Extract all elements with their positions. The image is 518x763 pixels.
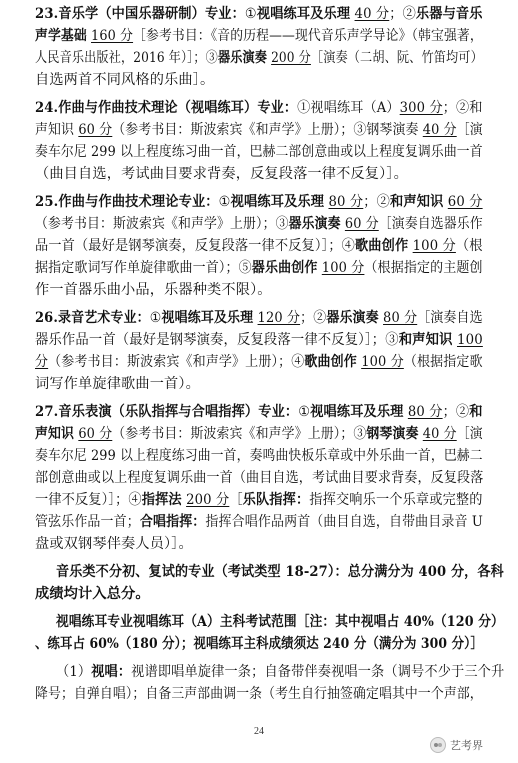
bold-term: 合唱指挥：: [139, 514, 206, 530]
text-line: [35, 468, 518, 488]
bold-term: 乐器与音乐: [415, 6, 483, 22]
score-value: 300 分: [399, 100, 443, 116]
text-line-content: [35, 280, 272, 300]
text-line-content: [35, 468, 483, 488]
bold-term: 视唱练耳及乐理: [256, 6, 351, 22]
score-value: 40 分: [422, 122, 457, 138]
text-line-content: [35, 374, 200, 394]
text-run: ［参考书目：《音的历程——现代音乐声学导论》（韩宝强著，: [133, 28, 483, 44]
text-run: 声知识: [35, 122, 79, 138]
score-value: 40 分: [354, 6, 390, 22]
text-line-content: [35, 142, 483, 162]
text-line-content: [35, 584, 150, 604]
bold-term: 视唱练耳及乐理: [230, 194, 325, 210]
text-run: ①: [149, 310, 162, 326]
text-run: 品一首（最好是钢琴演奏，反复段落一律不反复）］；④: [35, 238, 355, 254]
text-line: [35, 684, 518, 704]
bold-term: 26.录音艺术专业：: [35, 310, 150, 326]
text-run: ［演: [456, 122, 483, 138]
score-value: 60 分: [78, 426, 113, 442]
score-value: 80 分: [407, 404, 443, 420]
bold-term: 25.作曲与作曲技术理论专业：: [35, 194, 219, 210]
text-line-content: [35, 164, 408, 184]
text-line-content: [35, 424, 483, 444]
watermark-text: 艺考界: [450, 739, 483, 752]
text-run: （曲目自选，考试曲目要求背奏，反复段落一律不反复）］。: [35, 166, 408, 182]
text-line-content: [35, 634, 483, 654]
text-run: （参考书目：斯波索宾《和声学》上册）；③: [112, 426, 367, 442]
text-line-content: [56, 562, 504, 582]
text-line-content: [35, 98, 483, 118]
score-value: 120 分: [257, 310, 301, 326]
text-run: 指挥合唱作品两首（曲目自选，自带曲目录音 U: [205, 514, 483, 530]
text-run: 词写作单旋律歌曲一首）。: [35, 376, 200, 392]
text-line: [35, 374, 518, 394]
score-value: 160 分: [91, 28, 134, 44]
text-line-content: [35, 330, 483, 350]
text-run: ［演奏（二胡、阮、竹笛均可）: [310, 50, 483, 66]
bold-term: 歌曲创作: [354, 238, 409, 254]
bold-term: 和声知识: [398, 332, 453, 348]
text-line: [35, 352, 518, 372]
text-line-content: [35, 534, 193, 554]
text-line: [35, 534, 518, 554]
score-value: 100 分: [321, 260, 365, 276]
watermark: [430, 737, 483, 753]
bold-term: 乐队指挥：: [242, 492, 310, 508]
text-run: ①: [298, 404, 311, 420]
text-line: [35, 98, 518, 118]
text-line: [56, 562, 518, 582]
text-line-content: [35, 446, 483, 466]
bold-term: 视唱练耳及乐理: [310, 404, 404, 420]
text-run: ［: [229, 492, 243, 508]
bold-term: 器乐演奏: [217, 50, 268, 66]
text-line: [35, 142, 518, 162]
text-line: [35, 164, 518, 184]
text-line: [35, 446, 518, 466]
text-line-content: [35, 684, 483, 704]
text-line-content: [35, 402, 483, 422]
text-run: 人民音乐出版社，2016 年）］；③: [35, 50, 218, 66]
text-run: 据指定歌词写作单旋律歌曲一首）；⑤: [35, 260, 252, 276]
text-run: ［演奏自选器乐作: [378, 216, 483, 232]
text-run: （1）: [56, 664, 92, 680]
score-value: 60 分: [344, 216, 379, 232]
text-run: （根据指定的主题创: [364, 260, 483, 276]
text-run: ①视唱练耳（A）: [297, 100, 400, 116]
text-line-content: [35, 512, 483, 532]
text-run: （根据指定歌: [403, 354, 483, 370]
score-value: 60 分: [78, 122, 113, 138]
text-run: （参考书目：斯波索宾《和声学》上册）；④: [48, 354, 305, 370]
text-run: 奏车尔尼 299 以上程度练习曲一首，巴赫二部创意曲或以上程度复调乐曲一首: [35, 144, 483, 160]
score-value: 200 分: [271, 50, 311, 66]
text-line-content: [35, 214, 483, 234]
text-line: [35, 308, 518, 328]
text-run: 作一首器乐曲小品，乐器种类不限）。: [35, 282, 272, 298]
text-line-content: [35, 352, 483, 372]
text-run: 降号；自弹自唱）；自备三声部曲调一条（考生自行抽签确定唱其中一个声部，: [35, 686, 483, 702]
text-line-content: [56, 612, 504, 632]
text-run: ①: [244, 6, 257, 22]
bold-term: 钢琴演奏: [366, 426, 419, 442]
bold-term: 24.作曲与作曲技术理论（视唱练耳）专业：: [35, 100, 298, 116]
text-line: [35, 634, 518, 654]
score-value: 100 分: [361, 354, 404, 370]
text-run: 管弦乐作品一首；: [35, 514, 140, 530]
text-line-content: [35, 70, 214, 90]
text-line: [35, 4, 518, 24]
text-run: ；②: [442, 404, 470, 420]
bold-term: 音乐类不分初、复试的专业（考试类型 18-27）：总分满分为 400 分，各科: [56, 564, 504, 580]
bold-term: 器乐演奏: [288, 216, 341, 232]
bold-term: 指挥法: [141, 492, 182, 508]
text-line-content: [35, 236, 483, 256]
text-run: ；②: [389, 6, 416, 22]
score-value: 80 分: [328, 194, 364, 210]
bold-term: 和: [469, 404, 483, 420]
text-run: ；②和: [442, 100, 483, 116]
text-run: ［演奏自选: [417, 310, 483, 326]
text-line: [35, 402, 518, 422]
bold-term: 视唱练耳专业视唱练耳（A）主科考试范围［注：其中视唱占 40%（120 分）: [56, 614, 504, 630]
bold-term: 器乐演奏: [326, 310, 379, 326]
text-run: ①: [218, 194, 231, 210]
bold-term: 和声知识: [390, 194, 444, 210]
text-run: ［演: [456, 426, 483, 442]
text-line-content: [35, 26, 483, 46]
text-run: ；②: [300, 310, 327, 326]
text-run: （参考书目：斯波索宾《和声学》上册）；③钢琴演奏: [112, 122, 423, 138]
text-run: ；②: [363, 194, 391, 210]
text-line-content: [35, 308, 483, 328]
bold-term: 视唱：: [91, 664, 132, 680]
text-run: 视谱即唱单旋律一条；自备带伴奏视唱一条（调号不少于三个升: [131, 664, 505, 680]
text-line: [35, 584, 518, 604]
text-line: [35, 26, 518, 46]
text-run: 一律不反复）］；④: [35, 492, 142, 508]
text-run: （根: [455, 238, 483, 254]
text-line: [35, 424, 518, 444]
bold-term: 声知识: [35, 426, 75, 442]
text-line-content: [35, 4, 483, 24]
text-run: 部创意曲或以上程度复调乐曲一首（曲目自选，考试曲目要求背奏，反复段落: [35, 470, 484, 486]
score-value: 100 分: [412, 238, 456, 254]
text-line-content: [56, 662, 504, 682]
text-run: 盘或双钢琴伴奏人员）］。: [35, 536, 193, 552]
text-line: [56, 612, 518, 632]
bold-term: 声学基础: [35, 28, 87, 44]
text-run: 器乐作品一首（最好是钢琴演奏，反复段落一律不反复）］；③: [35, 332, 399, 348]
text-run: （参考书目：斯波索宾《和声学》上册）；③: [35, 216, 289, 232]
bold-term: 23.音乐学（中国乐器研制）专业：: [35, 6, 245, 22]
score-value: 80 分: [383, 310, 418, 326]
text-line: [35, 120, 518, 140]
text-line: [56, 662, 518, 682]
score-value: 200 分: [186, 492, 230, 508]
bold-term: 、练耳占 60%（180 分）；视唱练耳主科成绩须达 240 分（满分为 300 分）］: [35, 636, 483, 652]
score-value: 40 分: [422, 426, 457, 442]
text-line: [35, 330, 518, 350]
text-line: [35, 48, 518, 68]
text-line: [35, 236, 518, 256]
watermark-logo-icon: [430, 737, 446, 753]
text-run: 自选两首不同风格的乐曲］。: [35, 72, 215, 88]
text-line: [35, 70, 518, 90]
text-line: [35, 280, 518, 300]
score-value: 60 分: [447, 194, 483, 210]
text-line-content: [35, 192, 483, 212]
bold-term: 歌曲创作: [304, 354, 357, 370]
text-line-content: [35, 120, 483, 140]
text-line: [35, 192, 518, 212]
score-value: 分: [35, 354, 49, 370]
score-value: 100: [456, 332, 483, 348]
text-line: [35, 214, 518, 234]
text-run: 奏车尔尼 299 以上程度练习曲一首，奏鸣曲快板乐章或中外乐曲一首，巴赫二: [35, 448, 483, 464]
text-line: [35, 512, 518, 532]
text-run: 指挥交响乐一个乐章或完整的: [309, 492, 483, 508]
text-line-content: [35, 258, 483, 278]
text-line-content: [35, 490, 483, 510]
bold-term: 视唱练耳及乐理: [161, 310, 254, 326]
page-number: 24: [254, 726, 264, 737]
bold-term: 27.音乐表演（乐队指挥与合唱指挥）专业：: [35, 404, 299, 420]
text-line: [35, 490, 518, 510]
bold-term: 器乐曲创作: [251, 260, 318, 276]
text-line-content: [35, 48, 483, 68]
bold-term: 成绩均计入总分。: [35, 586, 150, 602]
text-line: [35, 258, 518, 278]
